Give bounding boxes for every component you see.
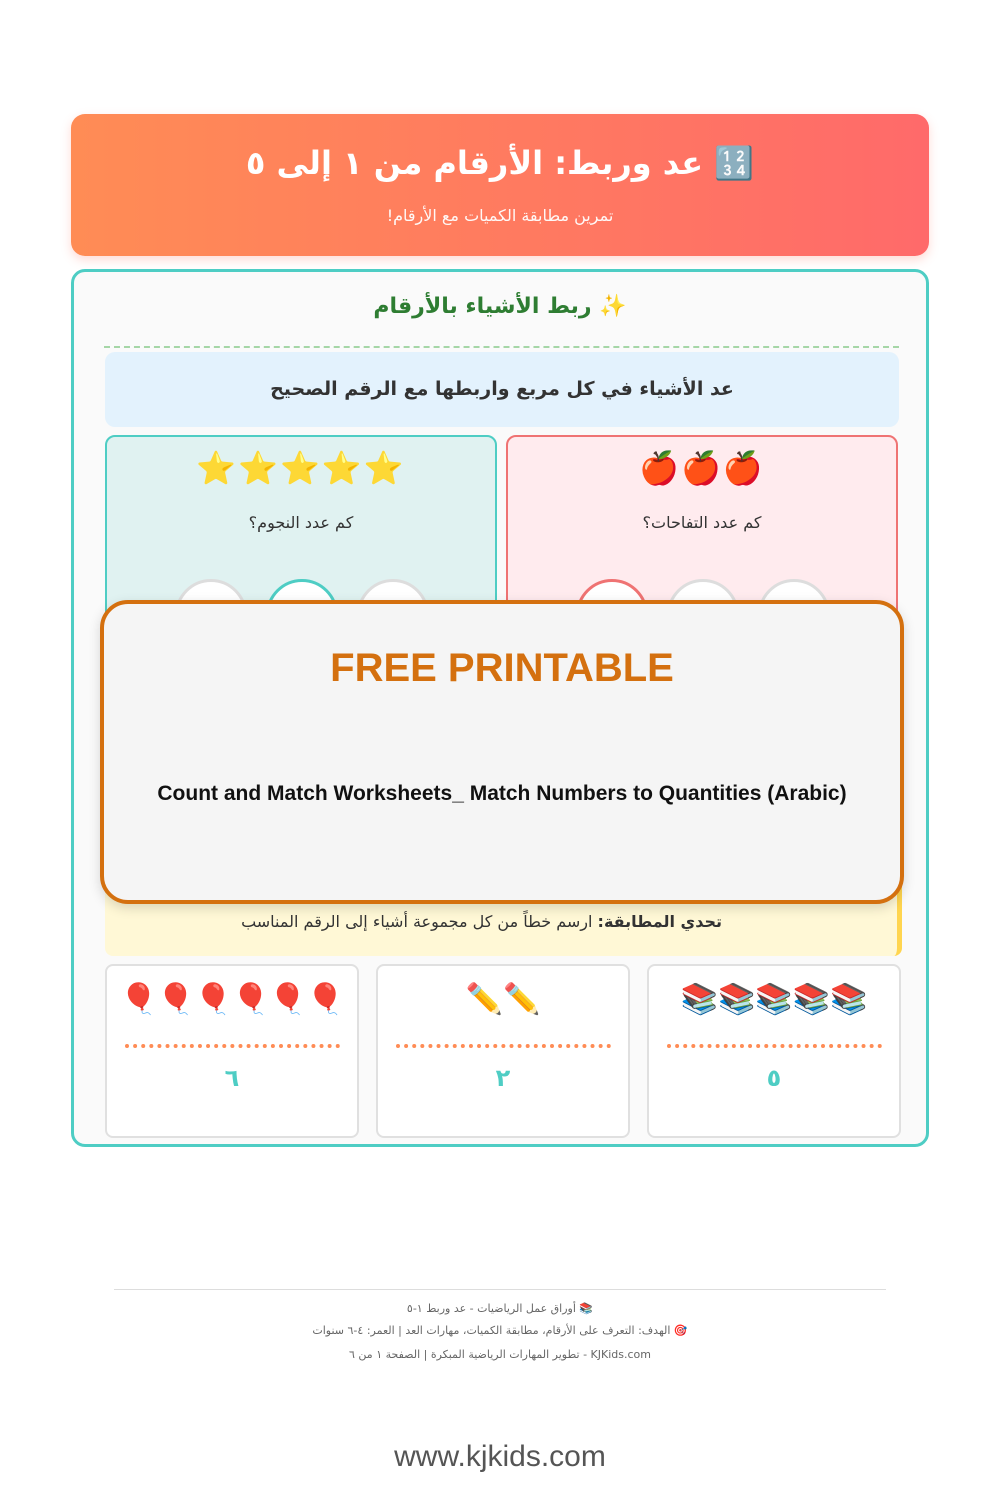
section-title: ✨ ربط الأشياء بالأرقام: [373, 294, 627, 319]
match-box-pencils: [376, 964, 630, 1138]
apples-emoji: 🍎🍎🍎: [639, 449, 765, 487]
section-divider: [104, 346, 899, 348]
apples-question: كم عدد التفاحات؟: [642, 513, 762, 532]
pencils-emoji: ✏️✏️: [465, 982, 541, 1017]
answer-line: [125, 1044, 340, 1048]
match-number: ٢: [495, 1064, 511, 1092]
stars-emoji: ⭐⭐⭐⭐⭐: [196, 449, 406, 487]
free-printable-banner: [100, 600, 904, 904]
match-box-balloons: [105, 964, 359, 1138]
worksheet-description: Count and Match Worksheets_ Match Numbers to Quantities (Arabic): [157, 782, 847, 805]
instruction-box: عد الأشياء في كل مربع واربطها مع الرقم الصحيح: [105, 352, 899, 427]
challenge-text: [241, 912, 722, 931]
answer-line: [396, 1044, 611, 1048]
balloons-emoji: 🎈🎈🎈🎈🎈🎈: [119, 982, 345, 1017]
challenge-label: تحدي المطابقة:: [597, 912, 722, 931]
footer-line-3: KJKids.com - تطوير المهارات الرياضية المبكرة | الصفحة ١ من ٦: [349, 1348, 651, 1361]
answer-line: [667, 1044, 882, 1048]
footer-divider: [114, 1289, 886, 1290]
challenge-instruction: ارسم خطاً من كل مجموعة أشياء إلى الرقم المناسب: [241, 912, 598, 931]
match-number: ٥: [766, 1064, 782, 1092]
footer-line-1: 📚 أوراق عمل الرياضيات - عد وربط ١-٥: [406, 1302, 594, 1315]
worksheet-header: [71, 114, 929, 256]
worksheet-title: 🔢 عد وربط: الأرقام من ١ إلى ٥: [245, 144, 755, 182]
stars-question: كم عدد النجوم؟: [248, 513, 354, 532]
books-emoji: 📚📚📚📚📚: [680, 982, 868, 1017]
worksheet-subtitle: تمرين مطابقة الكميات مع الأرقام!: [386, 206, 614, 225]
footer-line-2: 🎯 الهدف: التعرف على الأرقام، مطابقة الكميات، مهارات العد | العمر: ٤-٦ سنوات: [312, 1324, 688, 1337]
match-number: ٦: [224, 1064, 240, 1092]
match-box-books: [647, 964, 901, 1138]
free-printable-label: FREE PRINTABLE: [330, 646, 674, 690]
website-url[interactable]: www.kjkids.com: [394, 1440, 606, 1473]
